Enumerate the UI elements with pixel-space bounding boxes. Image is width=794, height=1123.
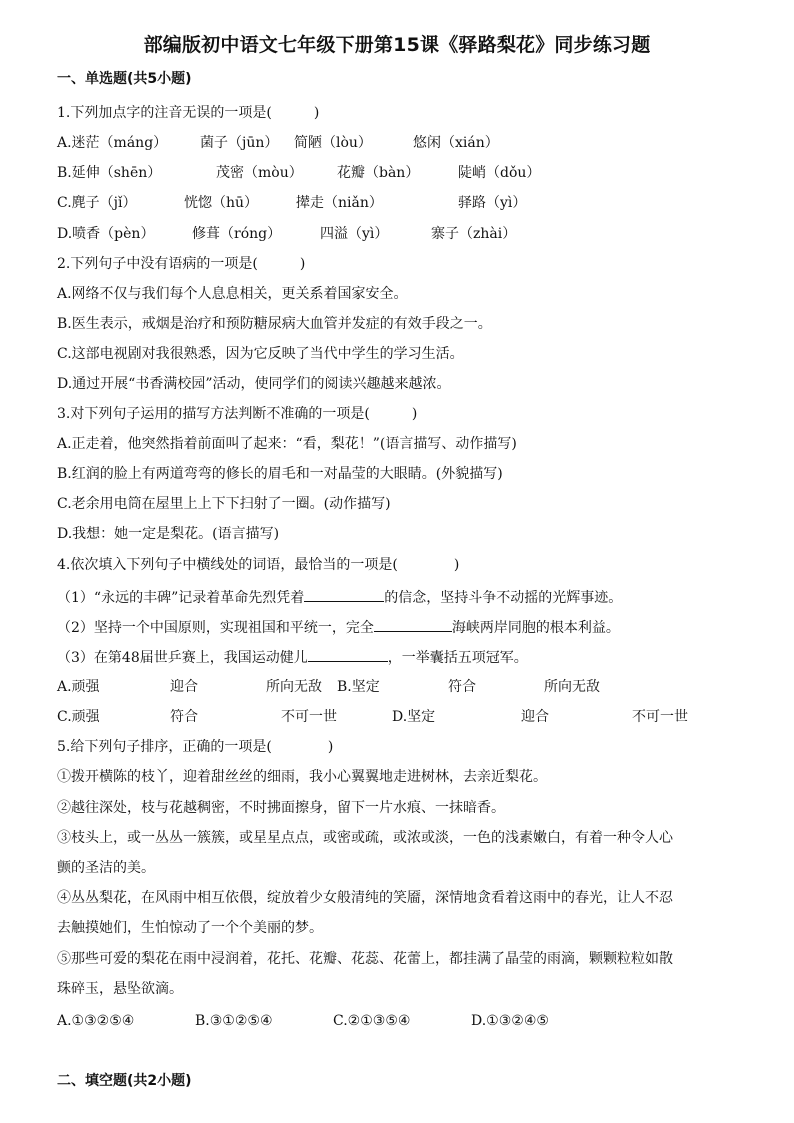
option-item: 花瓣（bàn） [337, 165, 420, 181]
question-5-sentence-5: ⑤那些可爱的梨花在雨中浸润着，花托、花瓣、花蕊、花蕾上，都挂满了晶莹的雨滴，颗颗粒粒如散 [57, 951, 673, 967]
sentence-text: （2）坚持一个中国原则，实现祖国和平统一，完全 [57, 620, 374, 636]
option-item: 所向无敌 [544, 679, 600, 695]
question-3-option-c: C.老余用电筒在屋里上上下下扫射了一圈。(动作描写) [57, 496, 391, 512]
sentence-text: 海峡两岸同胞的根本利益。 [451, 620, 620, 636]
fill-blank [308, 647, 388, 662]
option-item: A.①③②⑤④ [57, 1013, 135, 1029]
option-item: A.迷茫（máng） [57, 135, 168, 151]
option-item: 符合 [170, 709, 198, 725]
option-item: 撵走（niǎn） [296, 195, 383, 211]
question-2-option-b: B.医生表示，戒烟是治疗和预防糖尿病大血管并发症的有效手段之一。 [57, 316, 492, 332]
question-2-option-a: A.网络不仅与我们每个人息息相关，更关系着国家安全。 [57, 286, 408, 302]
option-item: 修葺（róng） [192, 226, 282, 242]
option-item: 陡峭（dǒu） [458, 165, 541, 181]
option-item: B.坚定 [337, 679, 380, 695]
question-4-stem: 4.依次填入下列句子中横线处的词语，最恰当的一项是( ) [57, 557, 460, 573]
option-item: B.③①②⑤④ [195, 1013, 273, 1029]
sentence-text: 的信念，坚持斗争不动摇的光辉事迹。 [384, 590, 623, 606]
page-title: 部编版初中语文七年级下册第15课《驿路梨花》同步练习题 [143, 34, 651, 56]
question-3-option-d: D.我想：她一定是梨花。(语言描写) [57, 526, 280, 542]
fill-blank [374, 617, 452, 632]
option-item: 简陋（lòu） [294, 135, 372, 151]
question-5-sentence-3-cont: 颤的圣洁的美。 [57, 860, 155, 876]
question-5-options [57, 1011, 549, 1031]
section-heading-single-choice: 一、单选题(共5小题) [57, 71, 192, 87]
option-item: 不可一世 [281, 709, 337, 725]
question-3-option-a: A.正走着，他突然指着前面叫了起来：“看，梨花！”(语言描写、动作描写) [57, 436, 517, 452]
option-item: D.①③②④⑤ [471, 1013, 549, 1029]
option-item: 驿路（yì） [458, 195, 527, 211]
option-item: 恍惚（hū） [184, 195, 259, 211]
question-3-option-b: B.红润的脸上有两道弯弯的修长的眉毛和一对晶莹的大眼睛。(外貌描写) [57, 466, 503, 482]
question-2-stem: 2.下列句子中没有语病的一项是( ) [57, 256, 306, 272]
question-5-stem: 5.给下列句子排序，正确的一项是( ) [57, 739, 334, 755]
question-1-option-a [57, 133, 499, 153]
question-2-option-c: C.这部电视剧对我很熟悉，因为它反映了当代中学生的学习生活。 [57, 346, 464, 362]
question-4-sentence-3 [57, 647, 528, 668]
section-heading-fill-blank: 二、填空题(共2小题) [57, 1073, 192, 1089]
option-item: 四溢（yì） [320, 226, 389, 242]
question-5-sentence-4: ④丛丛梨花，在风雨中相互依偎，绽放着少女般清纯的笑靥，深情地贪看着这雨中的春光，让人不忍 [57, 890, 673, 906]
option-item: 菌子（jūn） [200, 135, 279, 151]
sentence-text: ，一举囊括五项冠军。 [387, 650, 528, 666]
question-1-option-d [57, 224, 516, 244]
option-item: C.顽强 [57, 709, 100, 725]
sentence-text: （1）“永远的丰碑”记录着革命先烈凭着 [57, 590, 305, 606]
option-item: 寨子（zhài） [431, 226, 517, 242]
option-item: 迎合 [170, 679, 198, 695]
fill-blank [304, 587, 384, 602]
option-item: D.坚定 [392, 709, 436, 725]
option-item: 不可一世 [632, 709, 688, 725]
option-item: 悠闲（xián） [413, 135, 499, 151]
question-4-sentence-1 [57, 587, 622, 608]
question-5-sentence-5-cont: 珠碎玉，悬坠欲滴。 [57, 981, 183, 997]
question-4-options-ab [57, 677, 600, 697]
option-item: C.麂子（jǐ） [57, 195, 137, 211]
question-2-option-d: D.通过开展“书香满校园”活动，使同学们的阅读兴趣越来越浓。 [57, 376, 451, 392]
option-item: 迎合 [521, 709, 549, 725]
question-4-options-cd [57, 707, 688, 727]
option-item: 符合 [448, 679, 476, 695]
question-5-sentence-3: ③枝头上，或一丛丛一簇簇，或星星点点，或密或疏，或浓或淡，一色的浅素嫩白，有着一种令人心 [57, 830, 673, 846]
option-item: C.②①③⑤④ [333, 1013, 411, 1029]
option-item: 所向无敌 [266, 679, 322, 695]
option-item: 茂密（mòu） [216, 165, 303, 181]
question-5-sentence-1: ①拨开横陈的枝丫，迎着甜丝丝的细雨，我小心翼翼地走进树林，去亲近梨花。 [57, 769, 547, 785]
question-1-option-b [57, 163, 540, 183]
question-5-sentence-2: ②越往深处，枝与花越稠密，不时拂面擦身，留下一片水痕、一抹暗香。 [57, 800, 505, 816]
sentence-text: （3）在第48届世乒赛上，我国运动健儿 [57, 650, 308, 666]
question-1-option-c [57, 193, 526, 213]
option-item: B.延伸（shēn） [57, 165, 162, 181]
question-5-sentence-4-cont: 去触摸她们，生怕惊动了一个个美丽的梦。 [57, 920, 323, 936]
option-item: D.喷香（pèn） [57, 226, 155, 242]
question-3-stem: 3.对下列句子运用的描写方法判断不准确的一项是( ) [57, 406, 418, 422]
question-4-sentence-2 [57, 617, 620, 638]
option-item: A.顽强 [57, 679, 100, 695]
question-1-stem: 1.下列加点字的注音无误的一项是( ) [57, 105, 320, 121]
